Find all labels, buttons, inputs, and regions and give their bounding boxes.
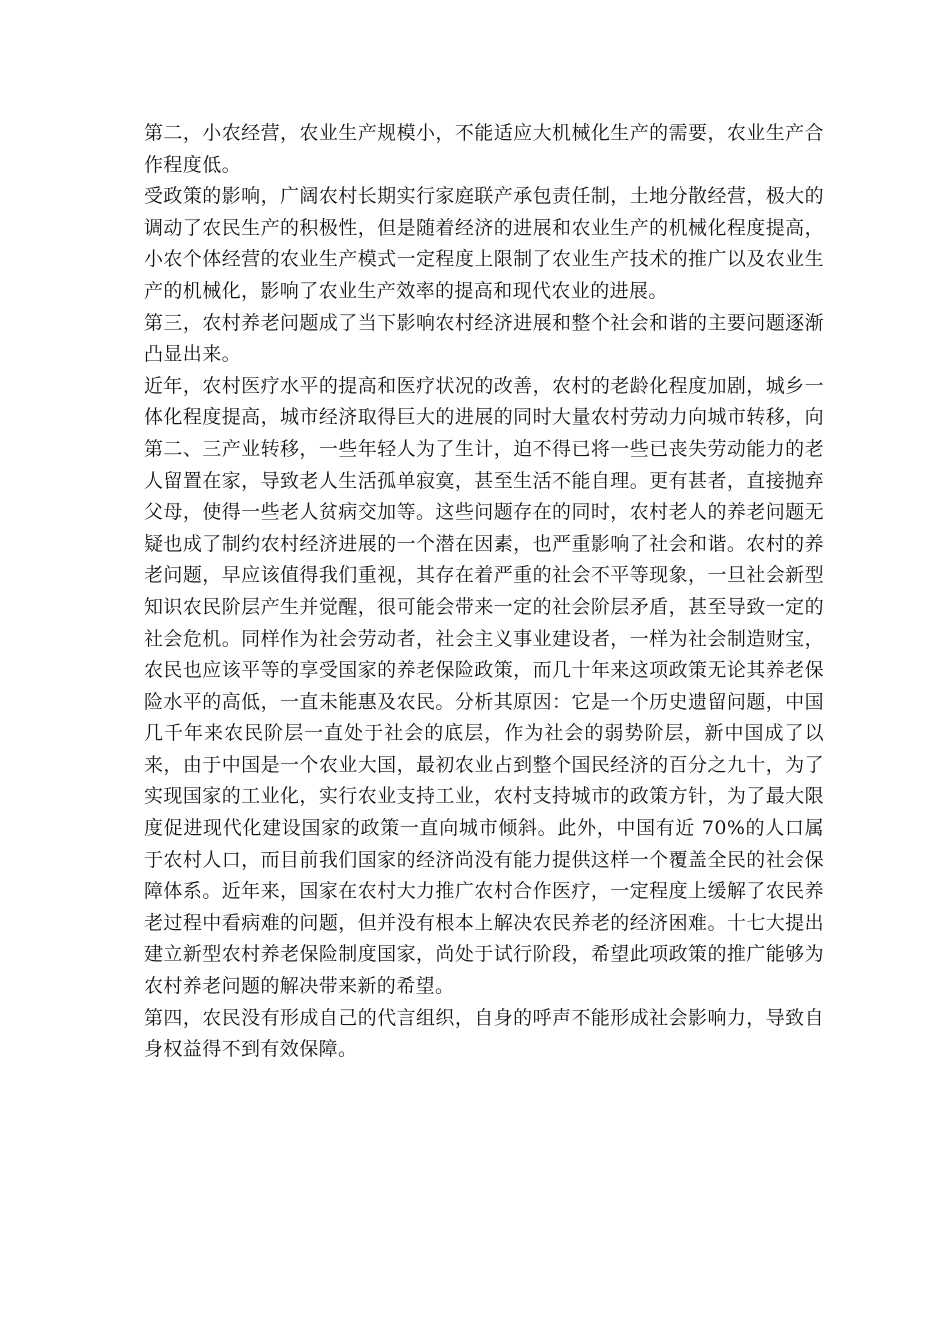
paragraph-policy-impact: 受政策的影响，广阔农村长期实行家庭联产承包责任制，土地分散经营，极大的调动了农民生产的积极性，但是随着经济的进展和农业生产的机械化程度提高，小农个体经营的农业生产模式一定程度上限制了农业生产技术的推广以及农业生产的机械化，影响了农业生产效率的提高和现代农业的进展。 (144, 185, 824, 302)
paragraph-point-four: 第四，农民没有形成自己的代言组织，自身的呼声不能形成社会影响力，导致自身权益得不到有效保障。 (144, 1006, 824, 1061)
paragraph-point-two: 第二，小农经营，农业生产规模小，不能适应大机械化生产的需要，农业生产合作程度低。 (144, 122, 824, 176)
paragraph-point-three: 第三，农村养老问题成了当下影响农村经济进展和整个社会和谐的主要问题逐渐凸显出来。 (144, 311, 824, 366)
paragraph-elderly-care: 近年，农村医疗水平的提高和医疗状况的改善，农村的老龄化程度加剧，城乡一体化程度提高，城市经济取得巨大的进展的同时大量农村劳动力向城市转移，向第二、三产业转移，一些年轻人为了生计，迫不得已将一些已丧失劳动能力的老人留置在家，导致老人生活孤单寂寞，甚至生活不能自理。更有甚者，直接抛弃父母，使得一些老人贫病交加等。这些问题存在的同时，农村老人的养老问题无疑也成了制约农村经济进展的一个潜在因素，也严重影响了社会和谐。农村的养老问题，早应该值得我们重视，其存在着严重的社会不平等现象，一旦社会新型知识农民阶层产生并觉醒，很可能会带来一定的社会阶层矛盾，甚至导致一定的社会危机。同样作为社会劳动者，社会主义事业建设者，一样为社会制造财宝，农民也应该平等的享受国家的养老保险政策，而几十年来这项政策无论其养老保险水平的高低，一直未能惠及农民。分析其原因：它是一个历史遗留问题，中国几千年来农民阶层一直处于社会的底层，作为社会的弱势阶层，新中国成了以来，由于中国是一个农业大国，最初农业占到整个国民经济的百分之九十，为了实现国家的工业化，实行农业支持工业，农村支持城市的政策方针，为了最大限度促进现代化建设国家的政策一直向城市倾斜。此外，中国有近 70%的人口属于农村人口，而目前我们国家的经济尚没有能力提供这样一个覆盖全民的社会保障体系。近年来，国家在农村大力推广农村合作医疗，一定程度上缓解了农民养老过程中看病难的问题，但并没有根本上解决农民养老的经济困难。十七大提出建立新型农村养老保险制度国家，尚处于试行阶段，希望此项政策的推广能够为农村养老问题的解决带来新的希望。 (144, 374, 824, 998)
document-body (144, 118, 824, 1066)
